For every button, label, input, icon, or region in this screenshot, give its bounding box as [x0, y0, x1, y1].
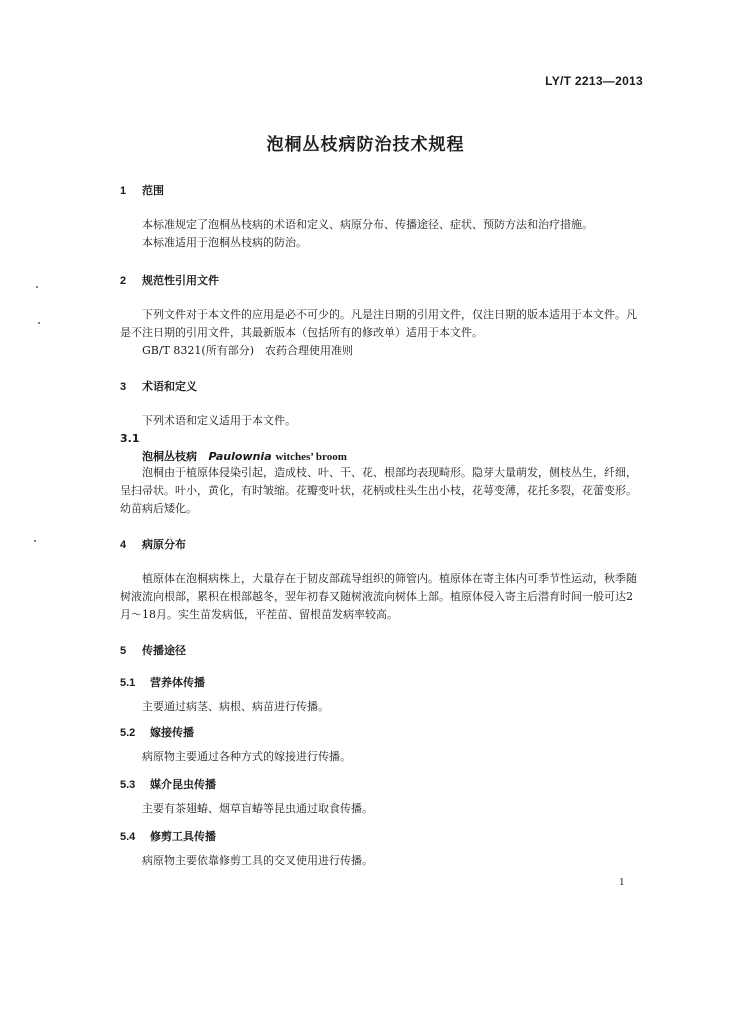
subsection-heading: 5.3 媒介昆虫传播	[120, 778, 216, 791]
section-3	[120, 378, 640, 394]
section-3-body	[120, 412, 640, 518]
paragraph: 本标准适用于泡桐丛枝病的防治。	[142, 236, 307, 249]
subsection-heading: 5.1 营养体传播	[120, 676, 205, 689]
section-heading: 1 范围	[120, 184, 164, 197]
paragraph: 植原体在泡桐病株上，大量存在于韧皮部疏导组织的筛管内。植原体在寄主体内可季节性运动，秋季随树液流向根部，累积在根部越冬，翌年初春又随树液流向树体上部。植原体侵入寄主后潜育时间一般可达2月～18月。实生苗发病低，平茬苗、留根苗发病率较高。	[120, 572, 637, 621]
term-entry: 泡桐丛枝病 Paulownia witches’ broom	[142, 450, 347, 463]
subsection-5-1-body	[120, 698, 640, 716]
subsection-heading: 5.4 修剪工具传播	[120, 830, 216, 843]
section-4-body	[120, 570, 640, 624]
document-title: 泡桐丛枝病防治技术规程	[266, 135, 465, 155]
section-2-body	[120, 306, 640, 360]
standard-code: LY/T 2213—2013	[545, 74, 643, 88]
subsection-5-1	[120, 674, 640, 690]
subsection-number: 3.1	[120, 432, 140, 445]
paragraph: 下列术语和定义适用于本文件。	[142, 414, 296, 427]
subsection-5-3-body	[120, 800, 640, 818]
subsection-5-2	[120, 724, 640, 740]
subsection-5-3	[120, 776, 640, 792]
paragraph: 下列文件对于本文件的应用是必不可少的。凡是注日期的引用文件，仅注日期的版本适用于本文件。凡是不注日期的引用文件，其最新版本（包括所有的修改单）适用于本文件。	[120, 308, 637, 339]
term-definition: 泡桐由于植原体侵染引起，造成枝、叶、干、花、根部均表现畸形。隐芽大量萌发，侧枝丛生，纤细，呈扫帚状。叶小，黄化，有时皱缩。花瓣变叶状，花柄或柱头生出小枝，花萼变薄，花托多裂，花蕾变形。幼苗病后矮化。	[120, 466, 637, 515]
scan-speck	[38, 322, 40, 324]
page-number: 1	[619, 876, 625, 888]
scan-speck	[34, 540, 36, 542]
paragraph: 病原物主要依靠修剪工具的交叉使用进行传播。	[142, 854, 373, 867]
section-1	[120, 182, 640, 198]
section-1-body	[120, 216, 640, 252]
subsection-heading: 5.2 嫁接传播	[120, 726, 194, 739]
paragraph: 本标准规定了泡桐丛枝病的术语和定义、病原分布、传播途径、症状、预防方法和治疗措施。	[142, 218, 593, 231]
section-2	[120, 272, 640, 288]
section-heading: 2 规范性引用文件	[120, 274, 219, 287]
paragraph: 病原物主要通过各种方式的嫁接进行传播。	[142, 750, 351, 763]
section-heading: 5 传播途径	[120, 644, 186, 657]
subsection-5-2-body	[120, 748, 640, 766]
section-heading: 4 病原分布	[120, 538, 186, 551]
subsection-5-4	[120, 828, 640, 844]
normative-reference: GB/T 8321(所有部分) 农药合理使用准则	[142, 344, 353, 357]
section-heading: 3 术语和定义	[120, 380, 197, 393]
scan-speck	[36, 286, 38, 288]
paragraph: 主要通过病茎、病根、病苗进行传播。	[142, 700, 329, 713]
paragraph: 主要有茶翅蝽、烟草盲蝽等昆虫通过取食传播。	[142, 802, 373, 815]
section-4	[120, 536, 640, 552]
subsection-5-4-body	[120, 852, 640, 870]
section-5	[120, 642, 640, 658]
